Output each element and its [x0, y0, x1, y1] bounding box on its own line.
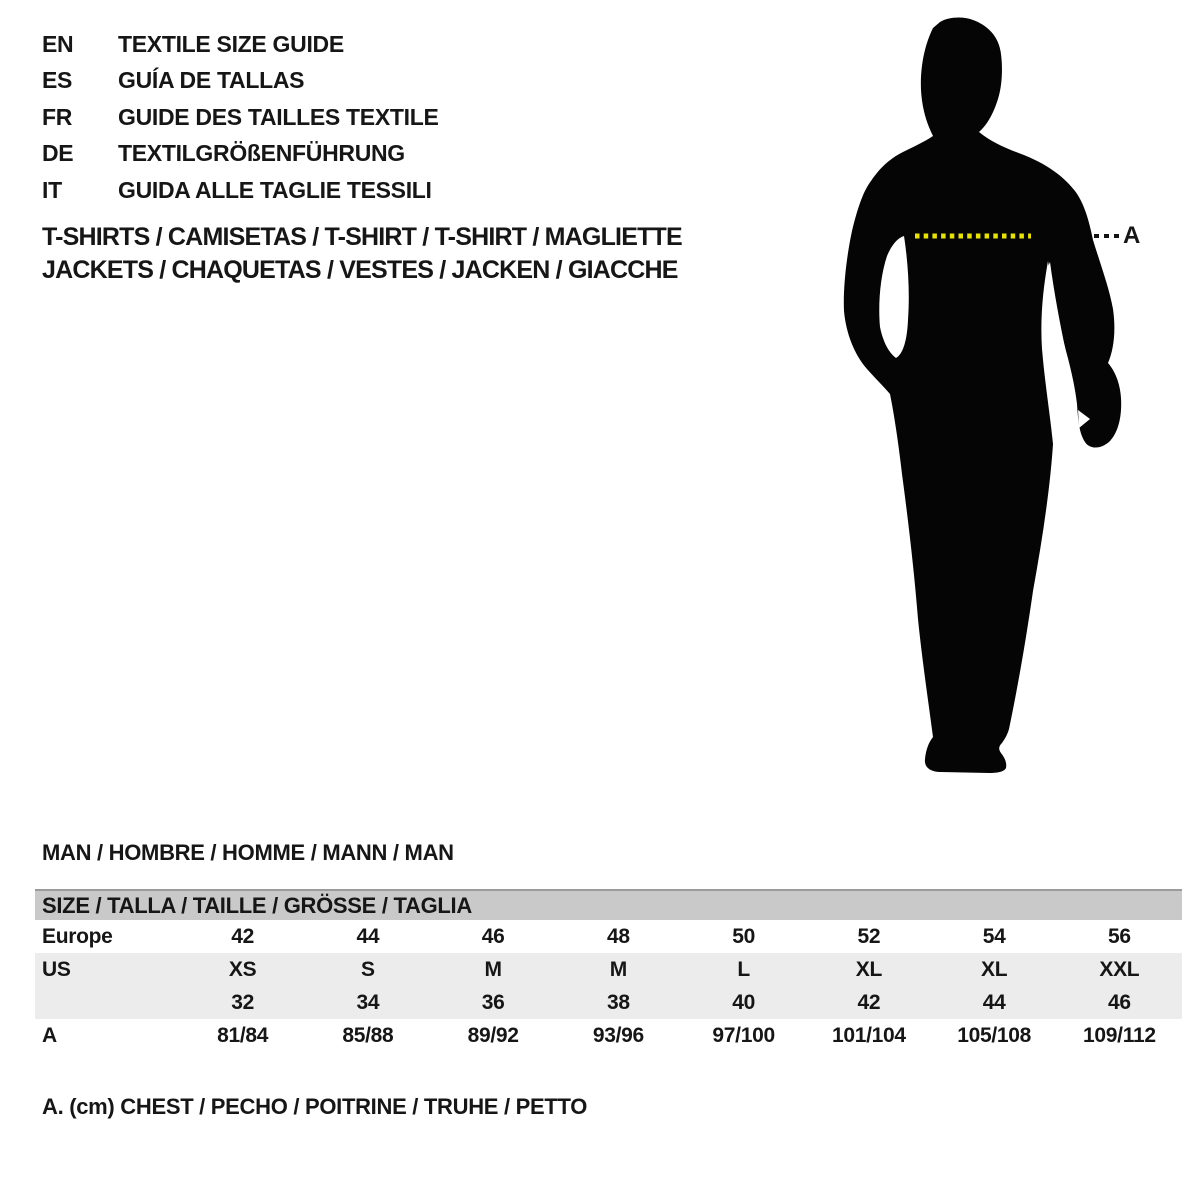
language-code: IT — [42, 176, 62, 203]
size-cell: 101/104 — [831, 1023, 906, 1047]
category-line-tshirts: T-SHIRTS / CAMISETAS / T-SHIRT / T-SHIRT / MAGLIETTE — [42, 223, 682, 251]
size-row-us — [35, 953, 1182, 986]
man-body-shape — [844, 18, 1121, 773]
size-cell: 34 — [356, 990, 380, 1014]
size-cell: M — [484, 957, 502, 981]
language-code: EN — [42, 31, 74, 57]
size-table — [35, 889, 1182, 1052]
language-title: GUIDE DES TAILLES TEXTILE — [118, 103, 439, 130]
size-cell: 50 — [732, 924, 755, 948]
language-code: FR — [42, 103, 73, 130]
size-cell: L — [737, 957, 750, 981]
size-cell: 46 — [1107, 990, 1131, 1014]
category-line-jackets: JACKETS / CHAQUETAS / VESTES / JACKEN / GIACCHE — [42, 256, 678, 284]
size-cell: 81/84 — [217, 1023, 269, 1047]
size-cell: 48 — [606, 924, 630, 948]
size-cell: 89/92 — [467, 1023, 519, 1047]
size-cell: 109/112 — [1083, 1023, 1156, 1047]
size-row-numeric — [35, 986, 1182, 1019]
size-cell: 32 — [231, 990, 254, 1014]
size-cell: XS — [228, 957, 257, 981]
measurement-footnote: A. (cm) CHEST / PECHO / POITRINE / TRUHE / PETTO — [42, 1094, 588, 1119]
size-row-chest-a — [35, 1019, 1182, 1052]
size-row-europe — [35, 920, 1182, 953]
row-label: US — [42, 957, 71, 981]
size-cell: 54 — [982, 924, 1006, 948]
size-cell: 93/96 — [592, 1023, 644, 1047]
row-label: A — [42, 1023, 57, 1047]
size-cell: 42 — [231, 924, 254, 948]
size-cell: XL — [855, 957, 882, 981]
size-cell: XXL — [1099, 957, 1140, 981]
size-cell: 105/108 — [957, 1023, 1032, 1047]
size-cell: 44 — [356, 924, 380, 948]
language-title: TEXTILGRÖßENFÜHRUNG — [118, 140, 405, 167]
size-cell: 44 — [982, 990, 1006, 1014]
size-cell: 38 — [606, 990, 630, 1014]
size-cell: 36 — [481, 990, 505, 1014]
language-code: DE — [42, 140, 74, 167]
size-cell: S — [361, 957, 375, 981]
size-cell: 85/88 — [342, 1023, 394, 1047]
row-label: Europe — [42, 924, 113, 948]
section-title: MAN / HOMBRE / HOMME / MANN / MAN — [42, 840, 454, 865]
language-title: TEXTILE SIZE GUIDE — [118, 31, 344, 57]
language-title: GUÍA DE TALLAS — [118, 67, 305, 94]
size-cell: XL — [981, 957, 1008, 981]
size-cell: 52 — [857, 924, 881, 948]
size-cell: 42 — [857, 990, 881, 1014]
size-cell: 40 — [732, 990, 755, 1014]
size-cell: 56 — [1107, 924, 1131, 948]
size-cell: 97/100 — [712, 1023, 775, 1047]
size-table-header: SIZE / TALLA / TAILLE / GRÖSSE / TAGLIA — [35, 891, 1182, 920]
size-cell: 46 — [481, 924, 505, 948]
language-title: GUIDA ALLE TAGLIE TESSILI — [118, 176, 432, 203]
measurement-a-label: A — [1123, 222, 1141, 249]
size-cell: M — [609, 957, 627, 981]
language-code: ES — [42, 67, 73, 94]
